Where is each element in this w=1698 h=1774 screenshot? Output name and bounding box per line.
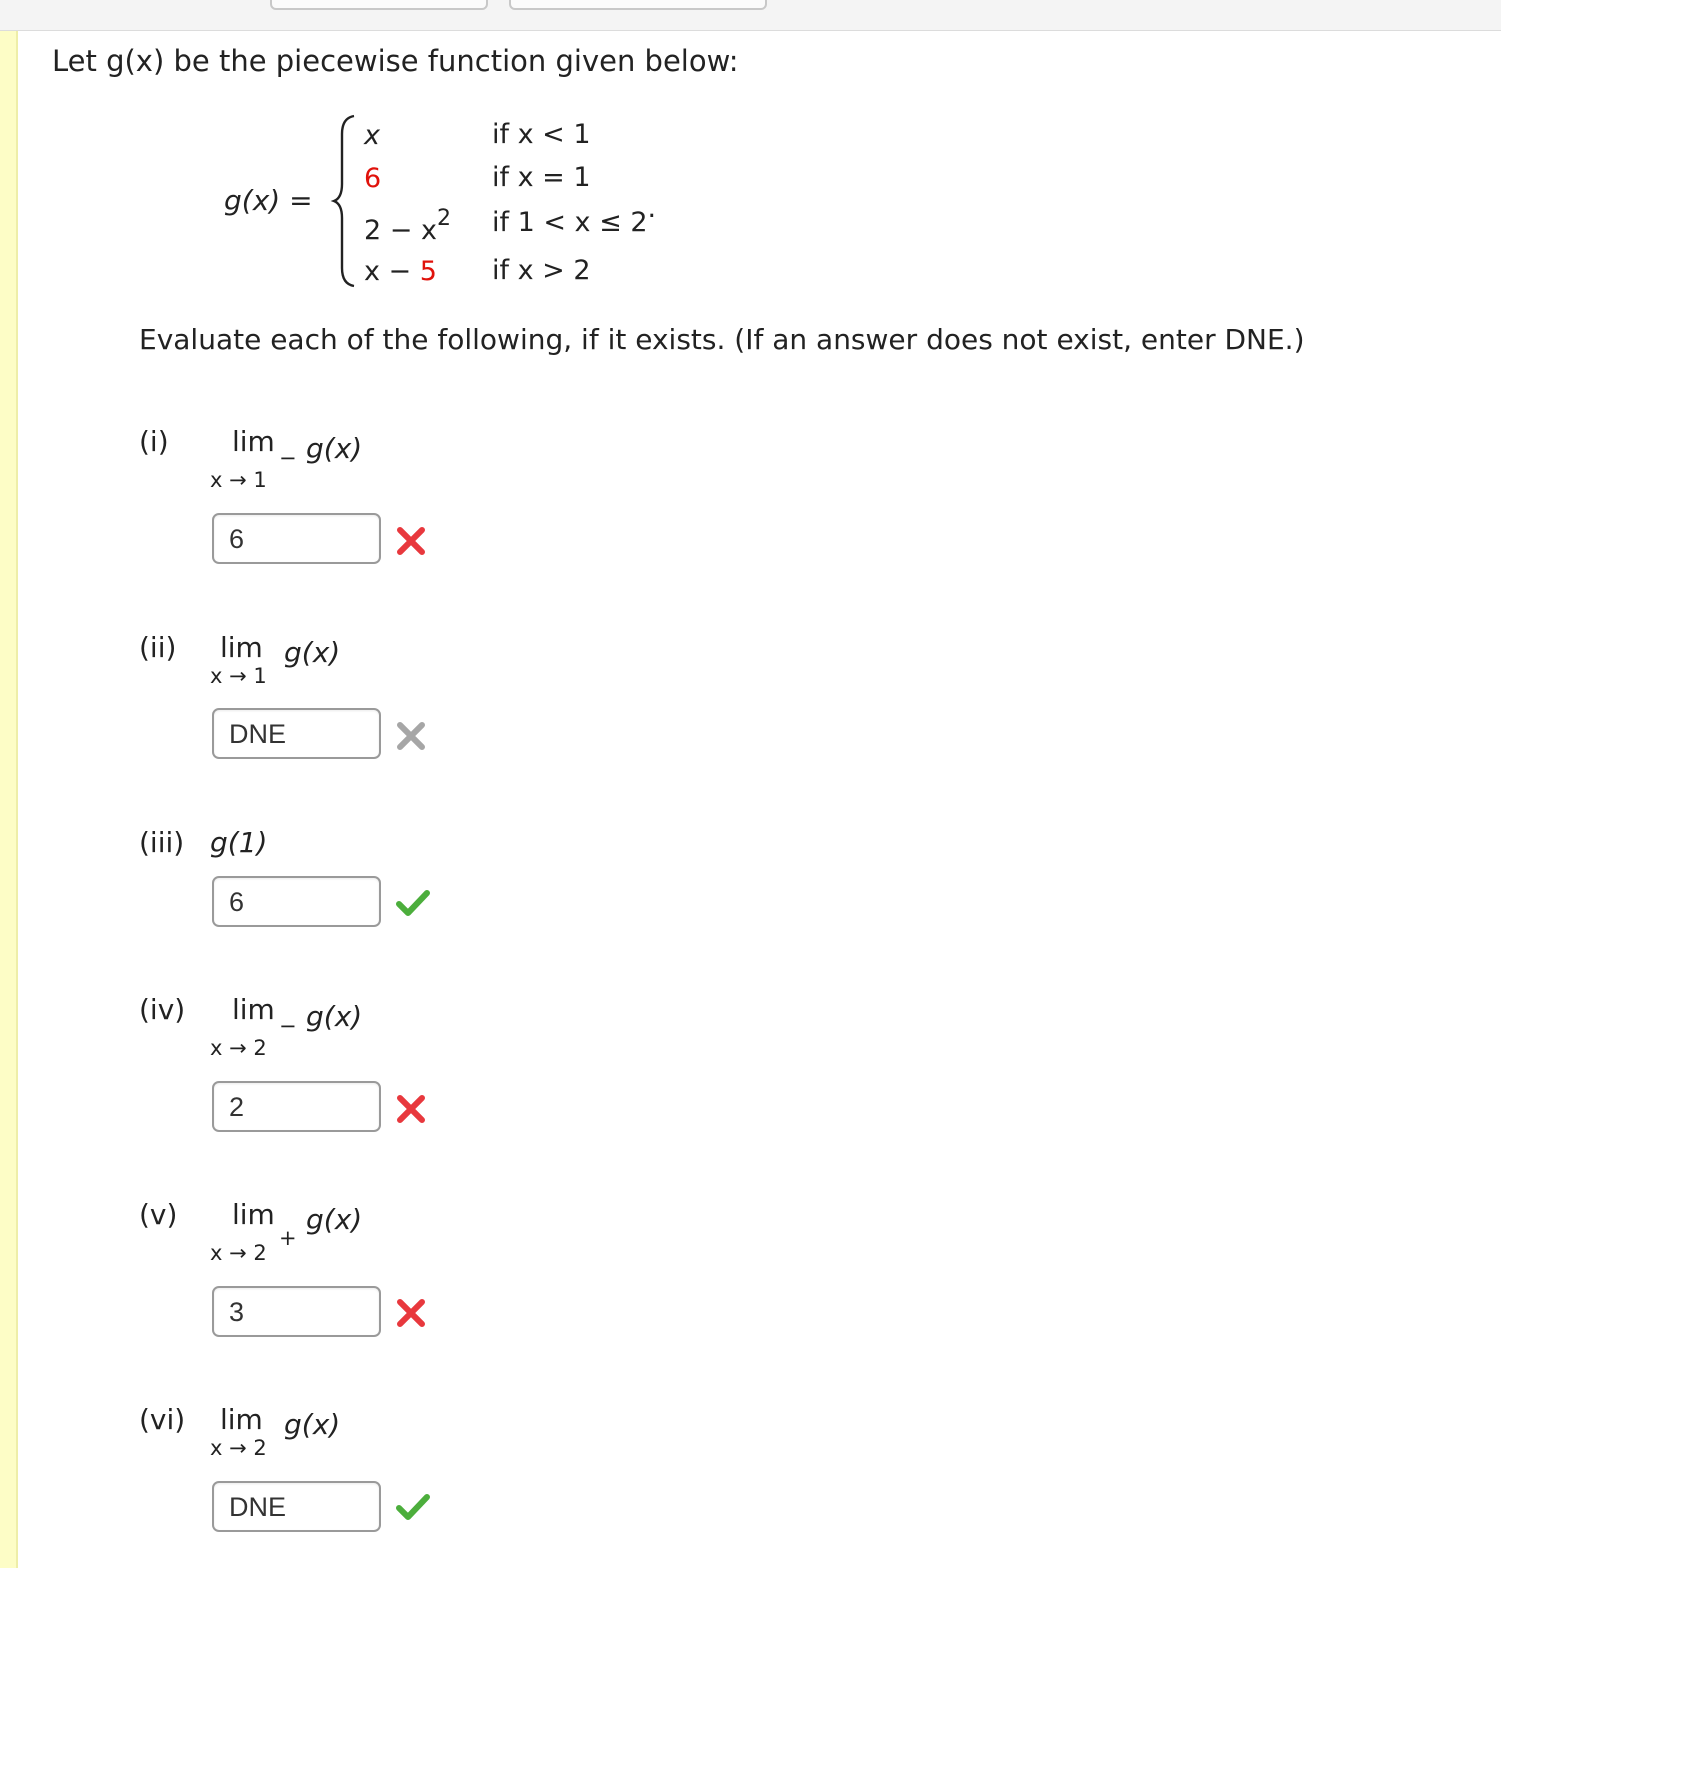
part-3-answer-input[interactable]: 6 — [212, 876, 381, 927]
part-6-answer-input[interactable]: DNE — [212, 1481, 381, 1532]
part-5-side: + — [279, 1226, 297, 1250]
part-4-side: − — [279, 1014, 297, 1038]
case-2-condition: if x = 1 — [492, 162, 591, 193]
case-2-expr: 6 — [364, 163, 382, 194]
part-6-subscript: x → 2 — [210, 1436, 267, 1460]
header-tab-2[interactable] — [509, 0, 767, 10]
part-1-expr: g(x) — [306, 432, 363, 465]
part-5-incorrect-icon — [395, 1297, 427, 1329]
header-tab-1[interactable] — [270, 0, 488, 10]
part-4-incorrect-icon — [395, 1093, 427, 1125]
part-5-expr: g(x) — [306, 1203, 363, 1236]
case-4-condition: if x > 2 — [492, 255, 591, 286]
part-6-expr: g(x) — [284, 1408, 341, 1441]
case-3-exponent: 2 — [436, 206, 451, 231]
question-highlight-stripe — [0, 31, 18, 1568]
part-4-label: (iv) — [139, 993, 186, 1026]
part-2-lim: lim — [220, 631, 263, 664]
part-6-correct-icon — [395, 1491, 431, 1523]
part-3-label: (iii) — [139, 826, 185, 859]
part-5-subscript: x → 2 — [210, 1241, 267, 1265]
case-4-expr: x − 5 — [364, 256, 437, 287]
part-2-expr: g(x) — [284, 636, 341, 669]
case-3-condition: if 1 < x ≤ 2. — [492, 193, 657, 238]
part-2-answer-input[interactable]: DNE — [212, 708, 381, 759]
part-4-lim: lim — [232, 993, 275, 1026]
case-1-expr: x — [364, 120, 380, 151]
left-brace — [330, 112, 360, 290]
part-3-expr: g(1) — [210, 826, 268, 859]
part-1-label: (i) — [139, 425, 169, 458]
part-2-incorrect-icon — [395, 720, 427, 752]
part-1-side: − — [279, 446, 297, 470]
case-3-expr: $2 - x^2$ — [364, 206, 451, 246]
part-5-lim: lim — [232, 1198, 275, 1231]
problem-intro: Let g(x) be the piecewise function given below: — [52, 44, 739, 78]
case-1-condition: if x < 1 — [492, 119, 591, 150]
part-4-answer-input[interactable]: 2 — [212, 1081, 381, 1132]
part-4-subscript: x → 2 — [210, 1036, 267, 1060]
top-bar — [0, 0, 1501, 31]
part-5-answer-input[interactable]: 3 — [212, 1286, 381, 1337]
part-3-correct-icon — [395, 887, 431, 919]
part-1-incorrect-icon — [395, 525, 427, 557]
part-2-subscript: x → 1 — [210, 664, 267, 688]
part-1-answer-input[interactable]: 6 — [212, 513, 381, 564]
part-2-label: (ii) — [139, 631, 177, 664]
part-1-lim: lim — [232, 425, 275, 458]
part-4-expr: g(x) — [306, 1000, 363, 1033]
function-lhs: g(x) = — [224, 184, 313, 217]
part-5-label: (v) — [139, 1198, 178, 1231]
part-6-lim: lim — [220, 1403, 263, 1436]
part-1-subscript: x → 1 — [210, 468, 267, 492]
part-6-label: (vi) — [139, 1403, 186, 1436]
instructions: Evaluate each of the following, if it exists. (If an answer does not exist, enter DNE.) — [139, 323, 1305, 356]
